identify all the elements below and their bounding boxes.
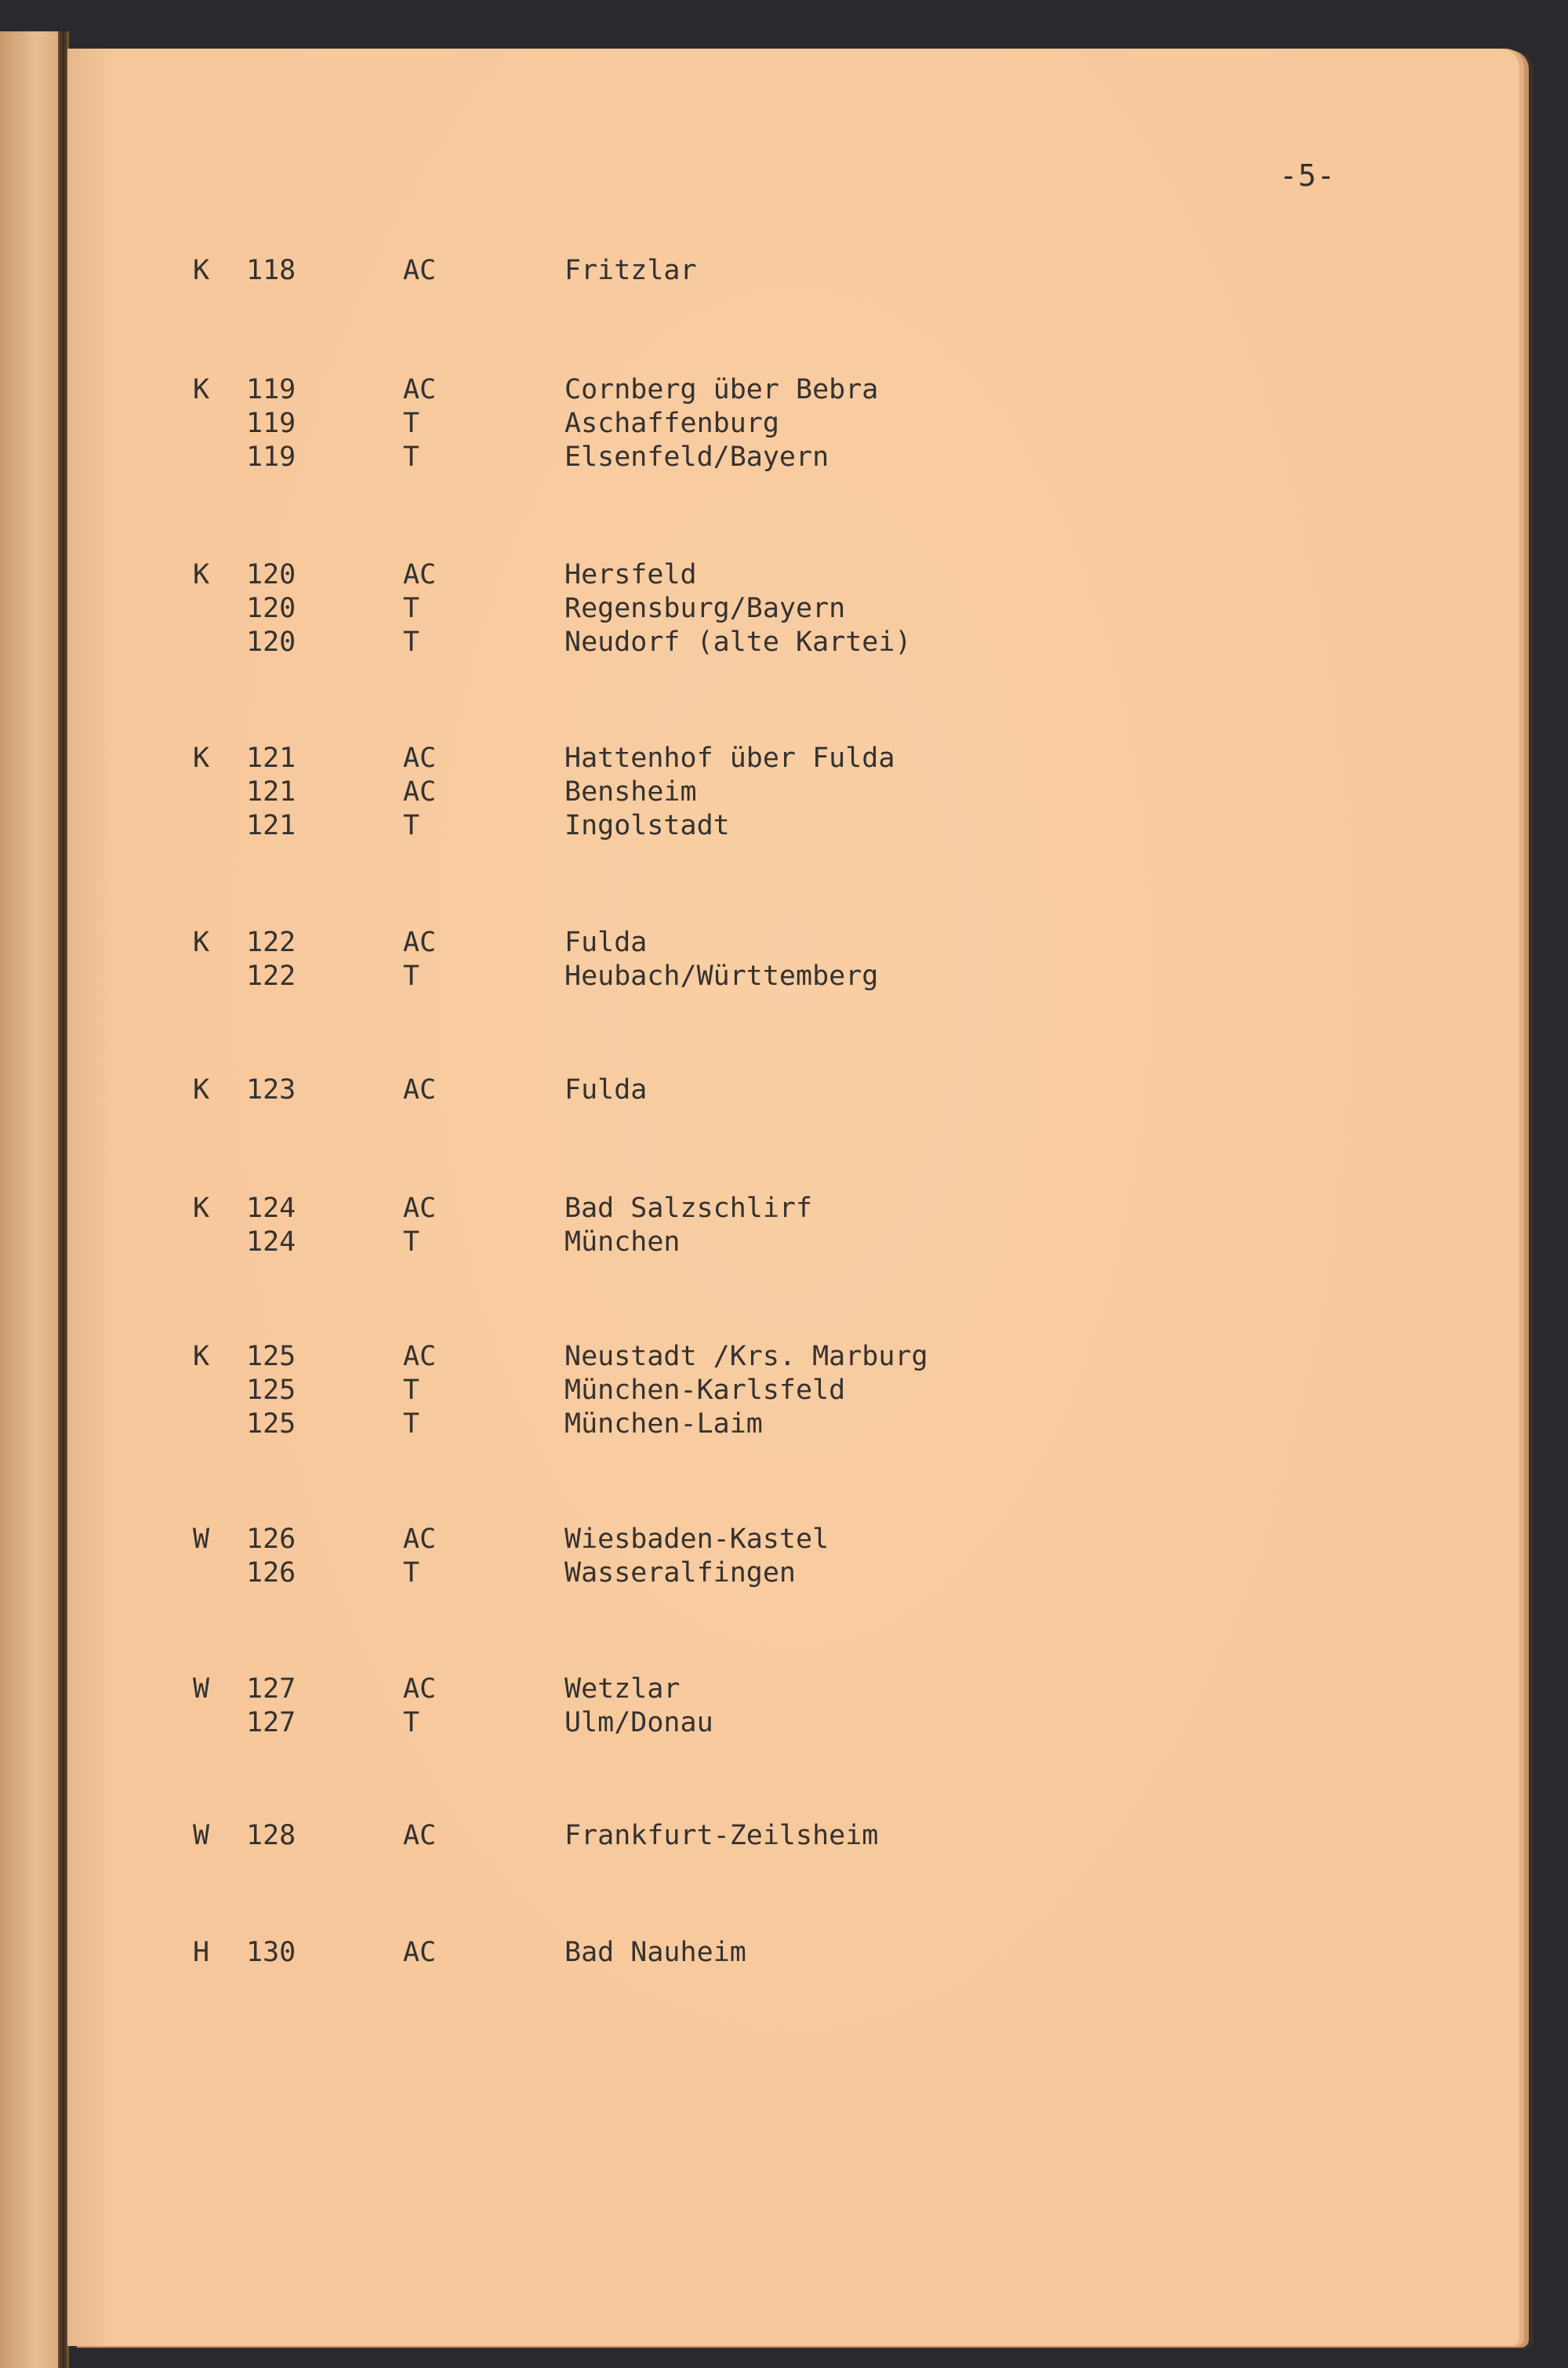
table-row [67,1706,1519,1740]
entry-group [67,1672,1519,1740]
row-type: T [403,810,420,841]
table-row [67,1374,1519,1407]
row-number: 121 [246,810,296,841]
row-place: Bensheim [564,776,697,808]
row-type: T [403,408,420,439]
row-type: AC [403,559,437,590]
table-row [67,960,1519,993]
row-number: 119 [246,408,296,439]
table-row [67,742,1519,775]
row-type: T [403,593,420,624]
row-place: Aschaffenburg [564,408,779,439]
row-prefix: K [193,374,210,405]
row-place: Ulm/Donau [564,1707,713,1738]
row-type: T [403,1375,420,1406]
table-row [67,626,1519,659]
row-number: 125 [246,1408,296,1440]
table-row [67,1936,1519,1970]
entry-list [67,49,1519,2346]
table-row [67,373,1519,407]
row-number: 119 [246,441,296,473]
row-prefix: W [193,1820,210,1851]
row-prefix: W [193,1673,210,1705]
row-prefix: K [193,927,210,958]
row-place: Ingolstadt [564,810,730,841]
row-type: T [403,961,420,992]
table-row [67,1407,1519,1441]
row-prefix: K [193,1074,210,1106]
row-prefix: K [193,743,210,774]
row-place: Hersfeld [564,559,697,590]
row-prefix: H [193,1937,210,1968]
row-number: 122 [246,927,296,958]
row-type: AC [403,255,437,286]
row-place: Heubach/Württemberg [564,961,879,992]
row-type: T [403,1226,420,1258]
row-place: Cornberg über Bebra [564,374,879,405]
row-place: München-Laim [564,1408,763,1440]
entry-group [67,1819,1519,1853]
row-number: 127 [246,1673,296,1705]
row-type: T [403,1557,420,1589]
row-type: T [403,627,420,658]
entry-group [67,1340,1519,1441]
row-place: Wetzlar [564,1673,681,1705]
row-type: AC [403,1524,437,1555]
table-row [67,1819,1519,1853]
table-row [67,775,1519,809]
row-type: T [403,1408,420,1440]
row-number: 121 [246,776,296,808]
row-type: T [403,1707,420,1738]
table-row [67,254,1519,288]
row-type: AC [403,1820,437,1851]
entry-group [67,558,1519,659]
table-row [67,1192,1519,1226]
row-number: 124 [246,1193,296,1224]
row-type: AC [403,1673,437,1705]
left-page-edge [0,31,61,2368]
row-number: 120 [246,559,296,590]
row-place: Fulda [564,927,648,958]
row-place: München [564,1226,681,1258]
row-number: 125 [246,1375,296,1406]
row-type: AC [403,1937,437,1968]
row-type: AC [403,1074,437,1106]
row-place: Hattenhof über Fulda [564,743,895,774]
row-number: 130 [246,1937,296,1968]
row-prefix: K [193,255,210,286]
row-place: Fritzlar [564,255,697,286]
entry-group [67,254,1519,288]
row-prefix: W [193,1524,210,1555]
row-place: Fulda [564,1074,648,1106]
row-place: Bad Nauheim [564,1937,746,1968]
row-number: 128 [246,1820,296,1851]
table-row [67,1672,1519,1706]
row-place: Frankfurt-Zeilsheim [564,1820,879,1851]
row-place: Wasseralfingen [564,1557,797,1589]
table-row [67,809,1519,843]
table-row [67,926,1519,960]
row-prefix: K [193,559,210,590]
row-number: 126 [246,1524,296,1555]
table-row [67,1073,1519,1107]
row-type: AC [403,743,437,774]
row-number: 118 [246,255,296,286]
table-row [67,441,1519,474]
entry-group [67,1073,1519,1107]
row-place: Neustadt /Krs. Marburg [564,1341,928,1372]
document-page [67,49,1519,2346]
table-row [67,592,1519,626]
table-row [67,1523,1519,1556]
entry-group [67,926,1519,993]
entry-group [67,1523,1519,1590]
entry-group [67,1192,1519,1259]
row-number: 120 [246,627,296,658]
entry-group [67,742,1519,843]
row-type: AC [403,1341,437,1372]
table-row [67,1340,1519,1374]
row-number: 124 [246,1226,296,1258]
row-number: 119 [246,374,296,405]
row-type: AC [403,927,437,958]
row-number: 126 [246,1557,296,1589]
row-place: Neudorf (alte Kartei) [564,627,912,658]
row-type: AC [403,1193,437,1224]
row-number: 127 [246,1707,296,1738]
row-type: AC [403,776,437,808]
row-number: 125 [246,1341,296,1372]
row-prefix: K [193,1341,210,1372]
table-row [67,407,1519,441]
row-place: Elsenfeld/Bayern [564,441,829,473]
row-number: 120 [246,593,296,624]
table-row [67,1556,1519,1590]
entry-group [67,1936,1519,1970]
entry-group [67,373,1519,474]
table-row [67,558,1519,592]
row-place: Bad Salzschlirf [564,1193,813,1224]
row-place: München-Karlsfeld [564,1375,846,1406]
row-type: T [403,441,420,473]
page-number: -5- [1279,158,1336,193]
row-number: 122 [246,961,296,992]
row-prefix: K [193,1193,210,1224]
row-place: Regensburg/Bayern [564,593,846,624]
row-number: 121 [246,743,296,774]
row-type: AC [403,374,437,405]
row-number: 123 [246,1074,296,1106]
row-place: Wiesbaden-Kastel [564,1524,829,1555]
table-row [67,1226,1519,1259]
